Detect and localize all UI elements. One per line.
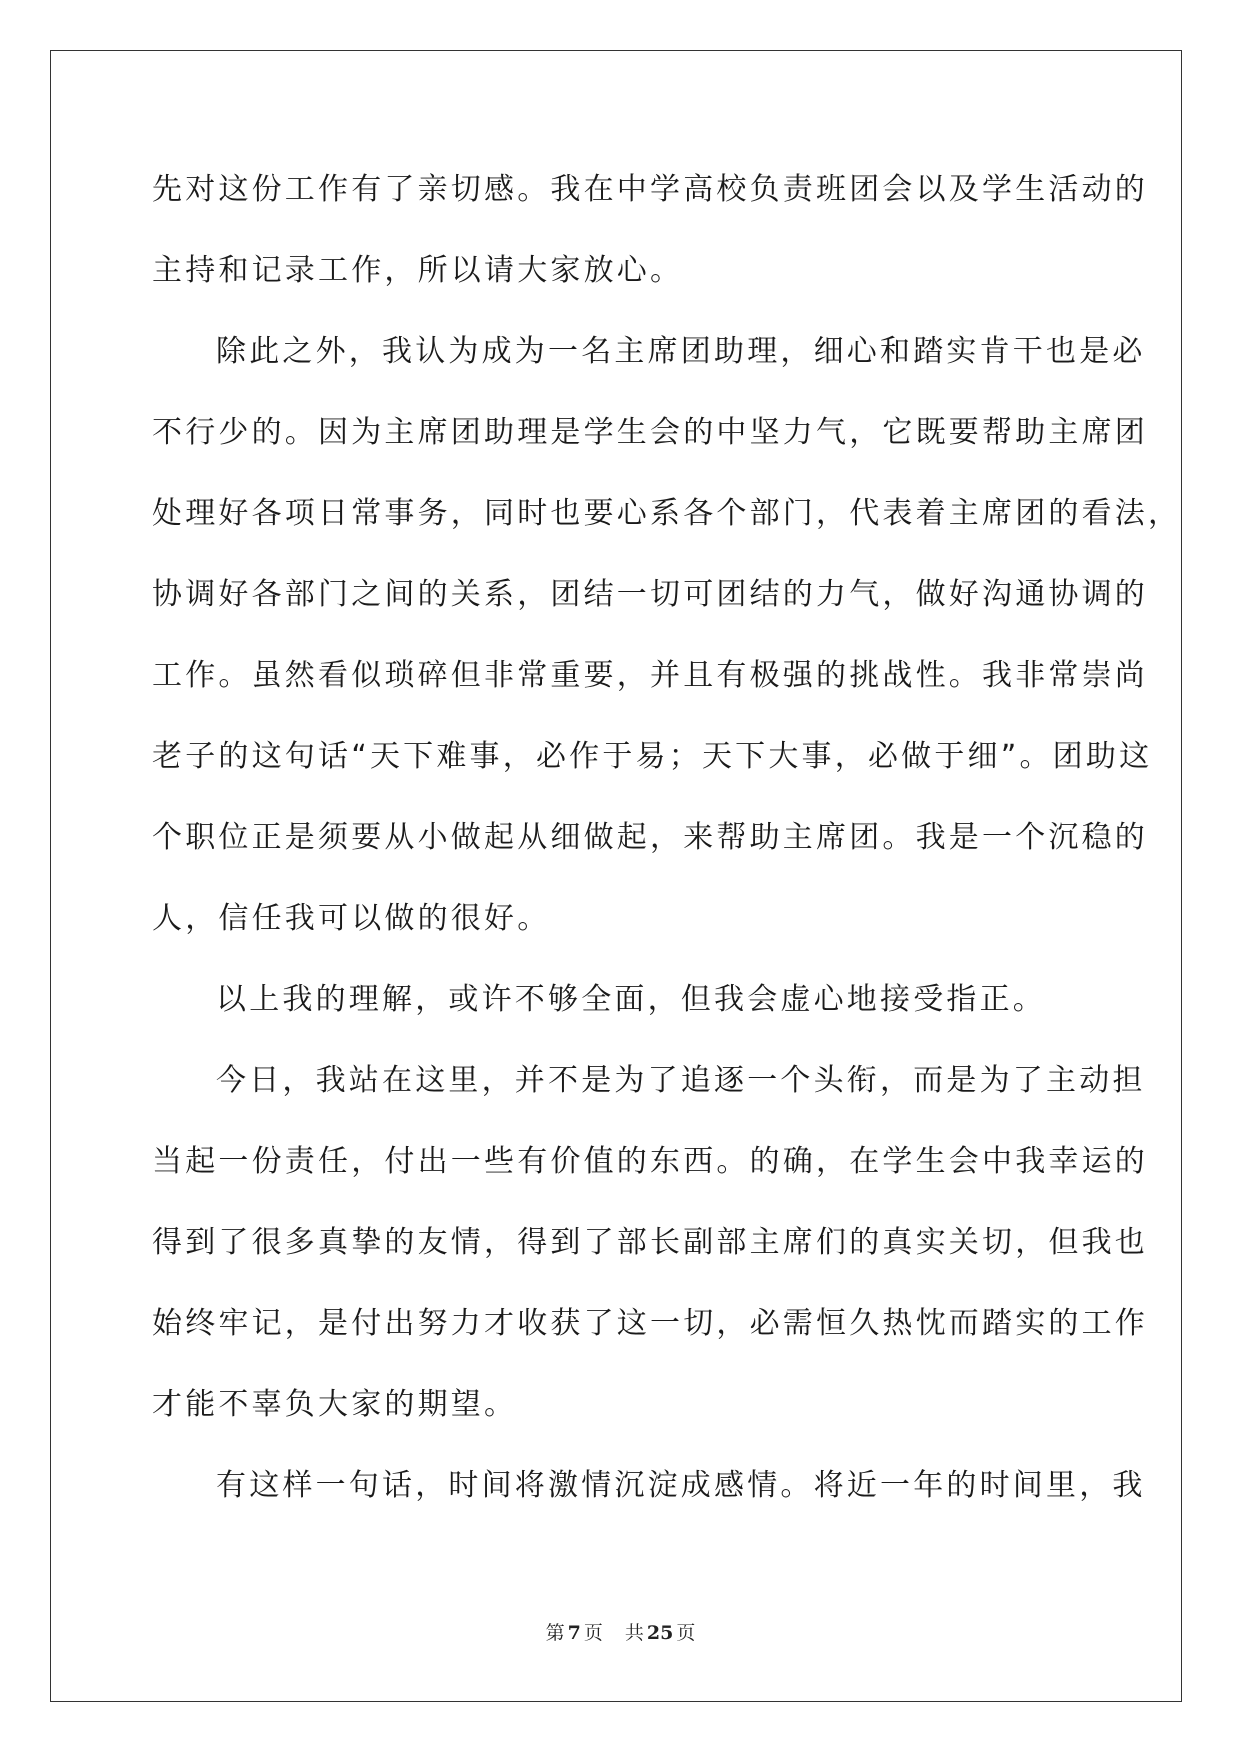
text-line-13: 当起一份责任，付出一些有价值的东西。的确，在学生会中我幸运的 <box>152 1144 1148 1179</box>
text-line-1: 先对这份工作有了亲切感。我在中学高校负责班团会以及学生活动的 <box>152 172 1148 207</box>
total-prefix: 共 <box>624 1622 644 1644</box>
text-line-5: 处理好各项日常事务，同时也要心系各个部门，代表着主席团的看法， <box>152 496 1182 531</box>
total-suffix: 页 <box>676 1622 696 1644</box>
text-line-16: 才能不辜负大家的期望。 <box>152 1387 518 1422</box>
text-line-12: 今日，我站在这里，并不是为了追逐一个头衔，而是为了主动担 <box>216 1063 1146 1098</box>
document-body <box>152 160 1182 1537</box>
page-number: 7 <box>567 1622 581 1644</box>
text-line-17: 有这样一句话，时间将激情沉淀成感情。将近一年的时间里，我 <box>216 1468 1146 1503</box>
text-line-3: 除此之外，我认为成为一名主席团助理，细心和踏实肯干也是必 <box>216 334 1146 369</box>
text-line-14: 得到了很多真挚的友情，得到了部长副部主席们的真实关切，但我也 <box>152 1225 1148 1260</box>
total-pages: 25 <box>646 1622 674 1644</box>
text-line-15: 始终牢记，是付出努力才收获了这一切，必需恒久热忱而踏实的工作 <box>152 1306 1148 1341</box>
text-line-8: 老子的这句话“天下难事，必作于易；天下大事，必做于细”。团助这 <box>152 739 1153 774</box>
text-line-11: 以上我的理解，或许不够全面，但我会虚心地接受指正。 <box>216 982 1046 1017</box>
text-line-9: 个职位正是须要从小做起从细做起，来帮助主席团。我是一个沉稳的 <box>152 820 1148 855</box>
text-line-7: 工作。虽然看似琐碎但非常重要，并且有极强的挑战性。我非常崇尚 <box>152 658 1148 693</box>
text-line-6: 协调好各部门之间的关系，团结一切可团结的力气，做好沟通协调的 <box>152 577 1148 612</box>
text-line-10: 人，信任我可以做的很好。 <box>152 901 551 936</box>
page-suffix: 页 <box>583 1622 603 1644</box>
text-line-4: 不行少的。因为主席团助理是学生会的中坚力气，它既要帮助主席团 <box>152 415 1148 450</box>
page-footer <box>0 1618 1241 1645</box>
page-prefix: 第 <box>545 1622 565 1644</box>
text-line-2: 主持和记录工作，所以请大家放心。 <box>152 253 684 288</box>
